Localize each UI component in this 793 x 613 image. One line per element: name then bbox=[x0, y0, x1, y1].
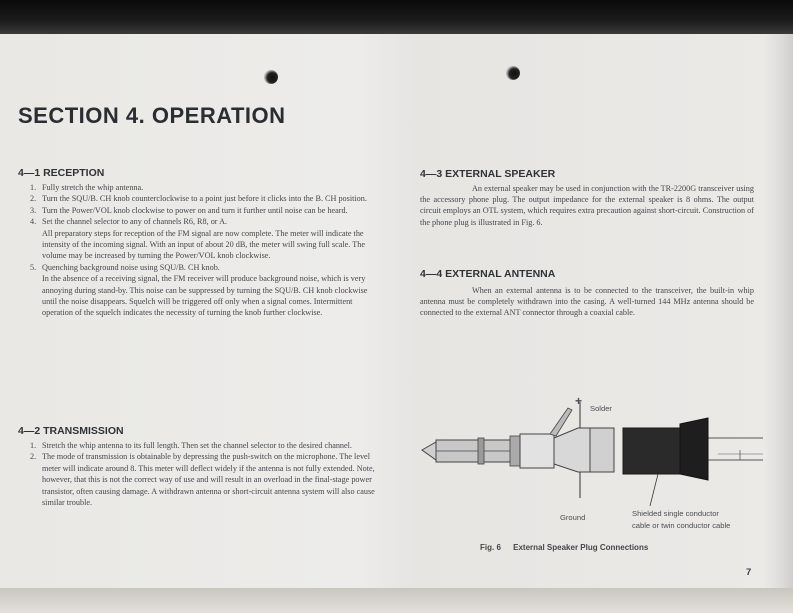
cable-label-line-1: Shielded single conductor bbox=[632, 509, 719, 518]
page-fold-shadow bbox=[764, 34, 793, 588]
page-title: SECTION 4. OPERATION bbox=[18, 103, 286, 128]
transmission-heading: 4—2 TRANSMISSION bbox=[18, 425, 124, 437]
external-antenna-heading: 4—4 EXTERNAL ANTENNA bbox=[420, 268, 556, 280]
reception-heading: 4—1 RECEPTION bbox=[18, 167, 105, 179]
binder-hole-icon bbox=[506, 66, 520, 80]
step-note: All preparatory steps for reception of the FM signal are now complete. The meter will indicate the intensity of the incoming signal. With an input of about 20 dB, the meter will swing full scale. The volume may be increased by turning the Power/VOL knob clockwise. bbox=[42, 228, 365, 261]
list-item: 5. Quenching background noise using SQU/B. CH knob. In the absence of a receiving signal, the FM receiver will produce background noise, which is very annoying during stand-by. This noise can be suppressed by turning the SQU/B. CH knob clockwise until the noise disappears. Squelch will be triggered off only when a signal comes. Intermittent operation of the squelch indicates the necessity of turning the knob further clockwise. bbox=[18, 262, 378, 319]
solder-label: Solder bbox=[590, 404, 612, 413]
scan-bottom-edge bbox=[0, 588, 793, 613]
cable-label-line-2: cable or twin conductor cable bbox=[632, 521, 731, 530]
transmission-steps bbox=[18, 440, 378, 508]
list-item: 3. Turn the Power/VOL knob clockwise to power on and turn it further until noise can be heard. bbox=[30, 205, 348, 215]
list-item: 2. The mode of transmission is obtainable by depressing the push-switch on the microphone. The level meter will indicate around 8. This meter will deflect widely if the antenna is not fully extended. Note, however, that this is not the correct way of use and will result in an overload in the final-stage power transistor, often causing damage. A withdrawn antenna or short-circuit antenna system will also cause similar trouble. bbox=[30, 452, 375, 508]
binder-hole-icon bbox=[264, 70, 278, 84]
page-number: 7 bbox=[746, 567, 752, 578]
list-item: 2. Turn the SQU/B. CH knob counterclockwise to a point just before it clicks into the B. CH position. bbox=[30, 194, 367, 204]
external-speaker-heading: 4—3 EXTERNAL SPEAKER bbox=[420, 168, 556, 180]
list-item: 1. Fully stretch the whip antenna. bbox=[30, 183, 144, 192]
ground-label: Ground bbox=[560, 513, 586, 522]
list-item: 4. Set the channel selector to any of channels R6, R8, or A. All preparatory steps for reception of the FM signal are now complete. The meter will indicate the intensity of the incoming signal. With an input of about 20 dB, the meter will swing full scale. The volume may be increased by turning the Power/VOL knob clockwise. bbox=[18, 216, 378, 262]
external-speaker-text: An external speaker may be used in conjunction with the TR-2200G transceiver using the accessory phone plug. The output impedance for the external speaker is 8 ohms. The output circuit employs an OTL system, which requires extra precaution against short-circuit. Construction of the phone plug is illustrated in Fig. 6. bbox=[420, 184, 754, 227]
plus-terminal-label: + bbox=[575, 394, 583, 408]
figure-number: Fig. 6 bbox=[480, 543, 501, 552]
figure-caption bbox=[480, 543, 648, 552]
list-item: 1. Stretch the whip antenna to its full length. Then set the channel selector to the desired channel. bbox=[30, 441, 352, 450]
step-note: In the absence of a receiving signal, the FM receiver will produce background noise, which is very annoying during stand-by. This noise can be suppressed by turning the SQU/B. CH knob clockwise until the noise disappears. Squelch will be triggered off only when a signal comes. Intermittent operation of the squelch indicates the necessity of turning the knob further clockwise. bbox=[42, 274, 368, 318]
plug-body bbox=[520, 434, 554, 468]
figure-caption-text: External Speaker Plug Connections bbox=[513, 543, 649, 552]
external-antenna-text: When an external antenna is to be connected to the transceiver, the built-in whip antenna must be completely withdrawn into the casing. A well-turned 144 MHz antenna should be connected to the external ANT connector through a coaxial cable. bbox=[420, 286, 754, 318]
plug-tip bbox=[422, 442, 436, 460]
reception-steps bbox=[18, 182, 378, 319]
scan-top-shadow bbox=[0, 0, 793, 34]
